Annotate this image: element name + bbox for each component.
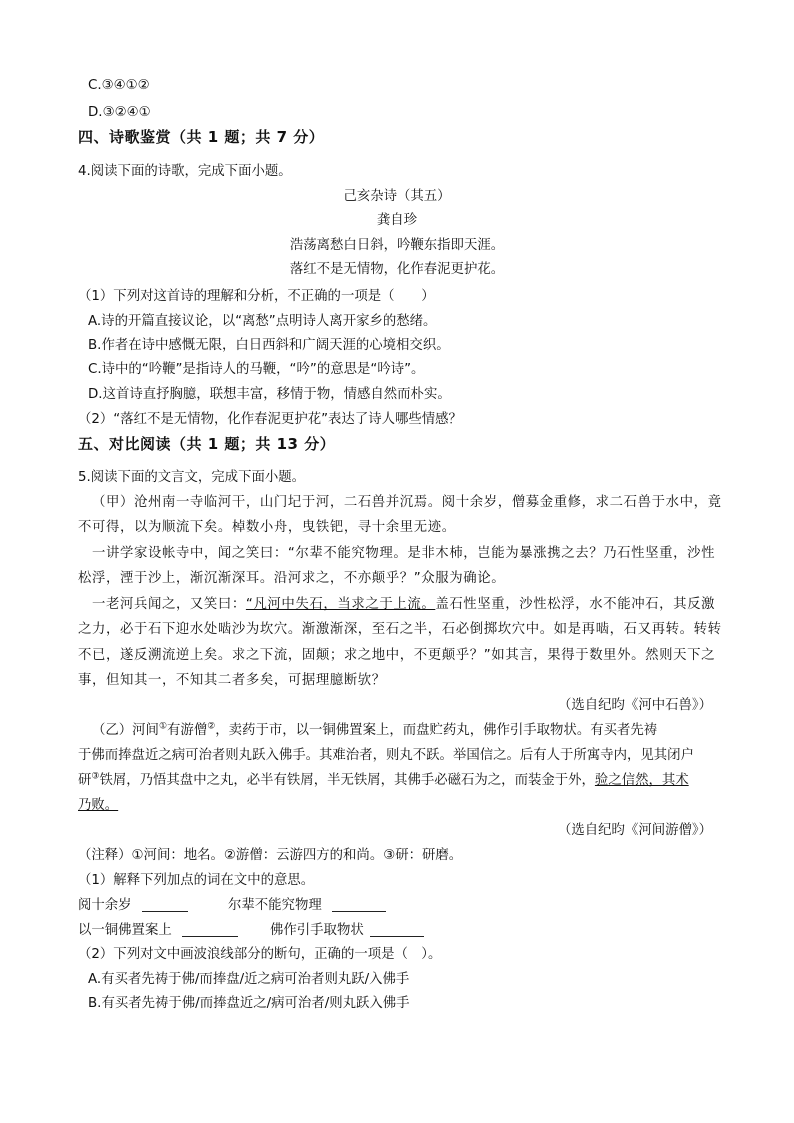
passage-jia-line: 松浮，湮于沙上，渐沉渐深耳。沿河求之，不亦颠乎？”众服为确论。 — [78, 571, 506, 586]
fill-label: 佛作引手取物状 — [270, 923, 364, 938]
question-text: （2）下列对文中画波浪线部分的断句，正确的一项是（ ）。 — [78, 947, 442, 962]
question-text: （2）“落红不是无情物，化作春泥更护花”表达了诗人哪些情感？ — [78, 412, 462, 427]
passage-yi-line — [92, 722, 657, 740]
footnote-marker: ① — [158, 721, 168, 732]
passage-jia-line: 之力，必于石下迎水处啮沙为坎穴。渐激渐深，至石之半，石必倒掷坎穴中。如是再啮，石又再转。转转 — [78, 622, 722, 637]
answer-blank[interactable] — [182, 922, 238, 937]
underlined-text: “凡河中失石，当求之于上流。 — [245, 597, 436, 612]
text: 研 — [78, 773, 92, 788]
passage-jia-line: 不可得，以为顺流下矣。棹数小舟，曳铁钯，寻十余里无迹。 — [78, 520, 456, 535]
source-citation: （选自纪昀《河中石兽》） — [558, 698, 712, 713]
option-c: C.③④①② — [88, 78, 150, 93]
answer-blank[interactable] — [370, 922, 424, 937]
passage-jia-line: 一讲学家设帐寺中，闻之笑曰：“尔辈不能究物理。是非木杮，岂能为暴涨携之去？乃石性坚重，沙性 — [92, 546, 716, 561]
passage-jia-line — [92, 596, 715, 614]
fill-item — [78, 897, 188, 915]
answer-option: B.有买者先祷于佛/而捧盘近之/病可治者/则丸跃入佛手 — [88, 996, 410, 1011]
passage-jia-line: （甲）沧州南一寺临河干，山门圮于河，二石兽并沉焉。阅十余岁，僧募金重修，求二石兽于水中，竟 — [92, 495, 722, 510]
section-heading-poetry: 四、诗歌鉴赏（共 1 题；共 7 分） — [78, 128, 325, 146]
text: 一老河兵闻之，又笑曰： — [92, 597, 246, 612]
answer-option: C.诗中的“吟鞭”是指诗人的马鞭，“吟”的意思是“吟诗”。 — [88, 362, 425, 377]
fill-item — [270, 922, 424, 940]
text: 有游僧 — [167, 723, 208, 738]
fill-item — [78, 922, 238, 940]
text: 铁屑，乃悟其盘中之丸，必半有铁屑，半无铁屑，其佛手必磁石为之，而装金于外， — [99, 773, 595, 788]
footnote-marker: ③ — [91, 771, 100, 782]
passage-yi-line: 于佛而捧盘近之病可治者则丸跃入佛手。其难治者，则丸不跃。举国信之。后有人于所寓寺内，见其闭户 — [78, 748, 694, 763]
question-prompt: 4.阅读下面的诗歌，完成下面小题。 — [78, 164, 292, 179]
answer-option: A.有买者先祷于佛/而捧盘/近之病可治者则丸跃/入佛手 — [88, 972, 410, 987]
underlined-text: 验之信然，其术 — [594, 773, 689, 788]
question-text: （1）下列对这首诗的理解和分析，不正确的一项是（ ） — [78, 289, 435, 304]
text: 盖石性坚重，沙性松浮，水不能冲石，其反激 — [435, 597, 716, 612]
fill-label: 以一铜佛置案上 — [78, 923, 172, 938]
answer-option: B.作者在诗中感慨无限，白日西斜和广阔天涯的心境相交织。 — [88, 338, 450, 353]
annotation-notes: （注释）①河间：地名。②游僧：云游四方的和尚。③研：研磨。 — [78, 848, 463, 863]
text: ，卖药于市，以一铜佛置案上，而盘贮药丸，佛作引手取物状。有买者先祷 — [215, 723, 658, 738]
answer-blank[interactable] — [332, 897, 386, 912]
fill-item — [228, 897, 386, 915]
footnote-marker: ② — [207, 721, 216, 732]
passage-yi-line: 乃败。 — [78, 798, 119, 813]
question-prompt: 5.阅读下面的文言文，完成下面小题。 — [78, 470, 306, 485]
poem-title: 己亥杂诗（其五） — [343, 189, 451, 204]
passage-jia-line: 不已，遂反溯流逆上矣。求之下流，固颠；求之地中，不更颠乎？”如其言，果得于数里外。然则天下之 — [78, 648, 716, 663]
source-citation: （选自纪昀《河间游僧》） — [558, 823, 712, 838]
fill-label: 尔辈不能究物理 — [228, 898, 322, 913]
passage-yi-line — [78, 772, 689, 790]
text: （乙）河间 — [92, 723, 159, 738]
answer-option: A.诗的开篇直接议论，以“离愁”点明诗人离开家乡的愁绪。 — [88, 314, 437, 329]
fill-label: 阅十余岁 — [78, 898, 132, 913]
section-heading-comparison: 五、对比阅读（共 1 题；共 13 分） — [78, 435, 336, 453]
option-d: D.③②④① — [88, 105, 151, 120]
passage-jia-line: 事，但知其一，不知其二者多矣，可据理臆断欤？ — [78, 673, 386, 688]
poem-line: 落红不是无情物，化作春泥更护花。 — [289, 262, 505, 277]
poem-line: 浩荡离愁白日斜，吟鞭东指即天涯。 — [289, 238, 505, 253]
answer-option: D.这首诗直抒胸臆，联想丰富，移情于物，情感自然而朴实。 — [88, 387, 451, 402]
answer-blank[interactable] — [142, 897, 188, 912]
poem-author: 龚自珍 — [376, 213, 418, 228]
question-text: （1）解释下列加点的词在文中的意思。 — [78, 873, 315, 888]
